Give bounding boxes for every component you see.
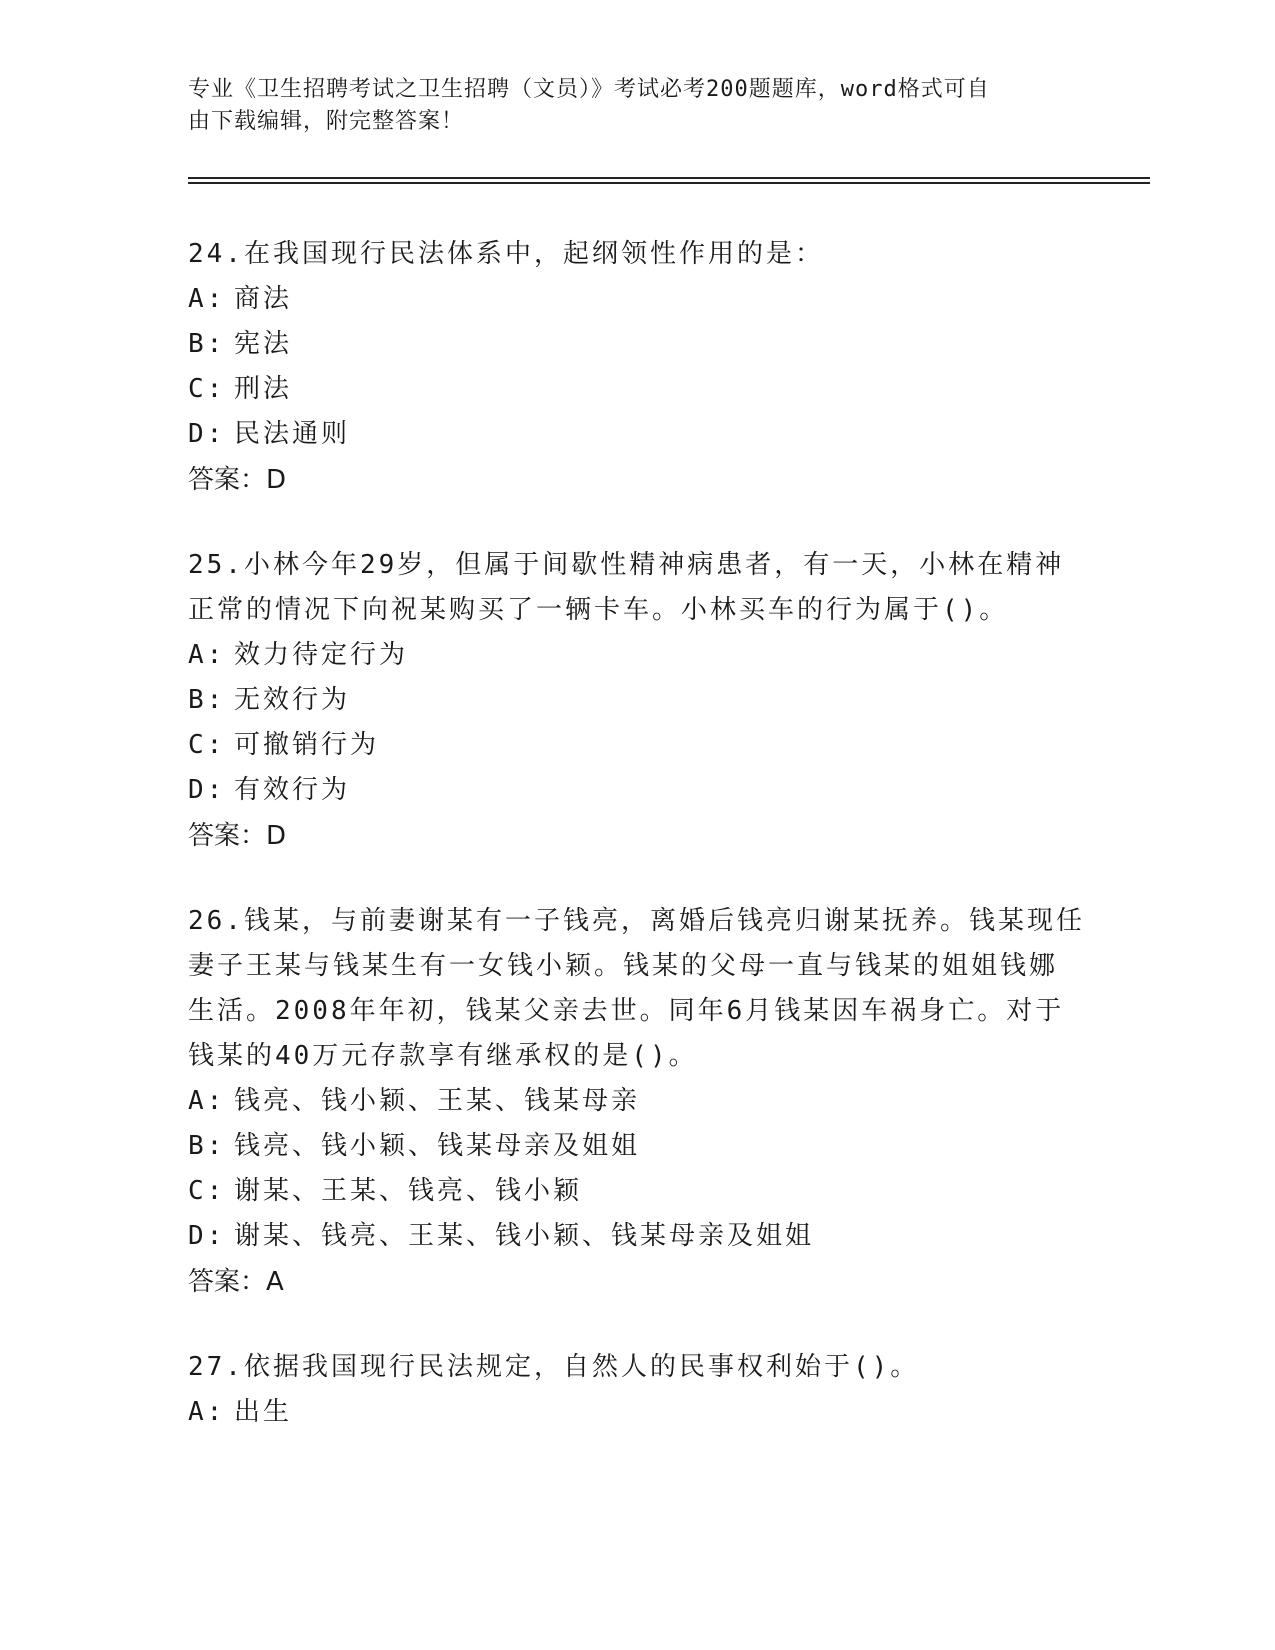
header-line-2: 由下载编辑，附完整答案！: [188, 109, 465, 134]
question-27: [188, 1345, 1088, 1435]
option-text: 可撤销行为: [234, 730, 380, 760]
option-a: [188, 633, 1088, 678]
question-list: [188, 232, 1088, 1475]
question-25: [188, 543, 1088, 859]
option-label: A:: [188, 1397, 226, 1427]
option-label: B:: [188, 685, 226, 715]
option-c: [188, 1169, 1088, 1214]
option-label: A:: [188, 640, 226, 670]
option-label: A:: [188, 1086, 226, 1116]
option-text: 刑法: [234, 374, 293, 404]
option-a: [188, 1079, 1088, 1124]
option-label: B:: [188, 329, 226, 359]
option-label: D:: [188, 775, 226, 805]
header-rule-bottom: [188, 182, 1150, 184]
option-text: 宪法: [234, 329, 293, 359]
option-text: 无效行为: [234, 685, 351, 715]
question-text: 生活。2008年年初，钱某父亲去世。同年6月钱某因车祸身亡。对于: [188, 996, 1065, 1026]
option-label: B:: [188, 1131, 226, 1161]
option-b: [188, 322, 1088, 367]
option-label: D:: [188, 1221, 226, 1251]
option-text: 出生: [234, 1397, 293, 1427]
option-text: 商法: [234, 284, 293, 314]
option-text: 钱亮、钱小颖、王某、钱某母亲: [234, 1086, 641, 1116]
option-d: [188, 768, 1088, 813]
option-label: D:: [188, 419, 226, 449]
question-26: [188, 899, 1088, 1305]
question-text: 27.依据我国现行民法规定，自然人的民事权利始于()。: [188, 1352, 920, 1382]
question-text: 26.钱某，与前妻谢某有一子钱亮，离婚后钱亮归谢某抚养。钱某现任: [188, 906, 1085, 936]
header-rule-top: [188, 177, 1150, 179]
option-label: C:: [188, 730, 226, 760]
option-b: [188, 678, 1088, 723]
option-d: [188, 1214, 1088, 1259]
option-text: 效力待定行为: [234, 640, 409, 670]
option-label: C:: [188, 374, 226, 404]
question-text: 钱某的40万元存款享有继承权的是()。: [188, 1041, 698, 1071]
option-label: C:: [188, 1176, 226, 1206]
option-text: 钱亮、钱小颖、钱某母亲及姐姐: [234, 1131, 641, 1161]
answer: 答案：D: [188, 465, 287, 495]
option-text: 有效行为: [234, 775, 351, 805]
document-header: [188, 74, 1068, 138]
option-a: [188, 277, 1088, 322]
answer: 答案：D: [188, 821, 287, 851]
question-text: 正常的情况下向祝某购买了一辆卡车。小林买车的行为属于()。: [188, 595, 1009, 625]
option-b: [188, 1124, 1088, 1169]
option-c: [188, 723, 1088, 768]
option-d: [188, 412, 1088, 457]
option-c: [188, 367, 1088, 412]
header-line-1: 专业《卫生招聘考试之卫生招聘（文员）》考试必考200题题库，word格式可自: [188, 77, 990, 102]
question-text: 妻子王某与钱某生有一女钱小颖。钱某的父母一直与钱某的姐姐钱娜: [188, 951, 1059, 981]
question-24: [188, 232, 1088, 503]
option-text: 谢某、钱亮、王某、钱小颖、钱某母亲及姐姐: [234, 1221, 815, 1251]
option-label: A:: [188, 284, 226, 314]
option-text: 谢某、王某、钱亮、钱小颖: [234, 1176, 583, 1206]
option-a: [188, 1390, 1088, 1435]
question-text: 25.小林今年29岁，但属于间歇性精神病患者，有一天，小林在精神: [188, 550, 1065, 580]
answer: 答案：A: [188, 1267, 284, 1297]
option-text: 民法通则: [234, 419, 351, 449]
question-text: 24.在我国现行民法体系中，起纲领性作用的是：: [188, 239, 824, 269]
